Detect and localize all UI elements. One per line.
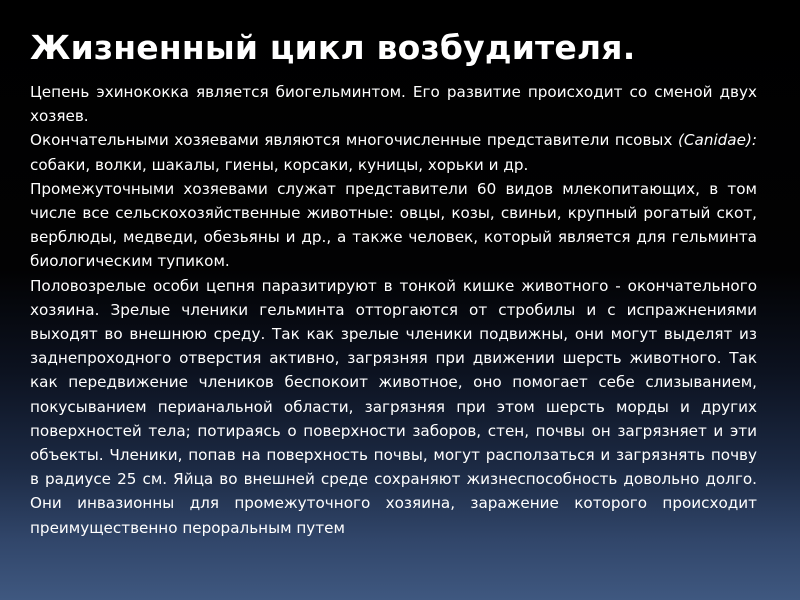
paragraph-definitive-hosts	[30, 128, 757, 176]
latin-family-name: (Canidae):	[677, 131, 757, 150]
paragraph-life-cycle: Половозрелые особи цепня паразитируют в тонкой кишке животного - окончательного хозяина. Зрелые членики гельминта отторгаются от стробилы и с испражнениями выходят во внешнюю среду. Так как зрелые членики подвижны, они могут выделят из заднепроходного отверстия активно, загрязняя при движении шерсть животного. Так как передвижение члеников беспокоит животное, оно помогает себе слизыванием, покусыванием перианальной области, загрязняя при этом шерсть морды и других поверхностей тела; потираясь о поверхности заборов, стен, почвы он загрязняет и эти объекты. Членики, попав на поверхность почвы, могут расползаться и загрязнять почву в радиусе 25 см. Яйца во внешней среде сохраняют жизнеспособность довольно долго. Они инвазионны для промежуточного хозяина, заражение которого происходит преимущественно пероральным путем	[30, 276, 757, 537]
definitive-hosts-text-end: собаки, волки, шакалы, гиены, корсаки, куницы, хорьки и др.	[30, 155, 529, 174]
paragraph-biohelminth: Цепень эхинококка является биогельминтом. Его развитие происходит со сменой двух хозяев.	[30, 83, 757, 126]
slide-body	[30, 80, 757, 540]
paragraph-intermediate-hosts: Промежуточными хозяевами служат представители 60 видов млекопитающих, в том числе все сельскохозяйственные животные: овцы, козы, свиньи, крупный рогатый скот, верблюды, медведи, обезьяны и др., а также человек, который является для гельминта биологическим тупиком.	[30, 179, 757, 271]
definitive-hosts-text-start: Окончательными хозяевами являются многочисленные представители псовых	[30, 131, 678, 150]
slide-title: Жизненный цикл возбудителя.	[30, 28, 636, 67]
